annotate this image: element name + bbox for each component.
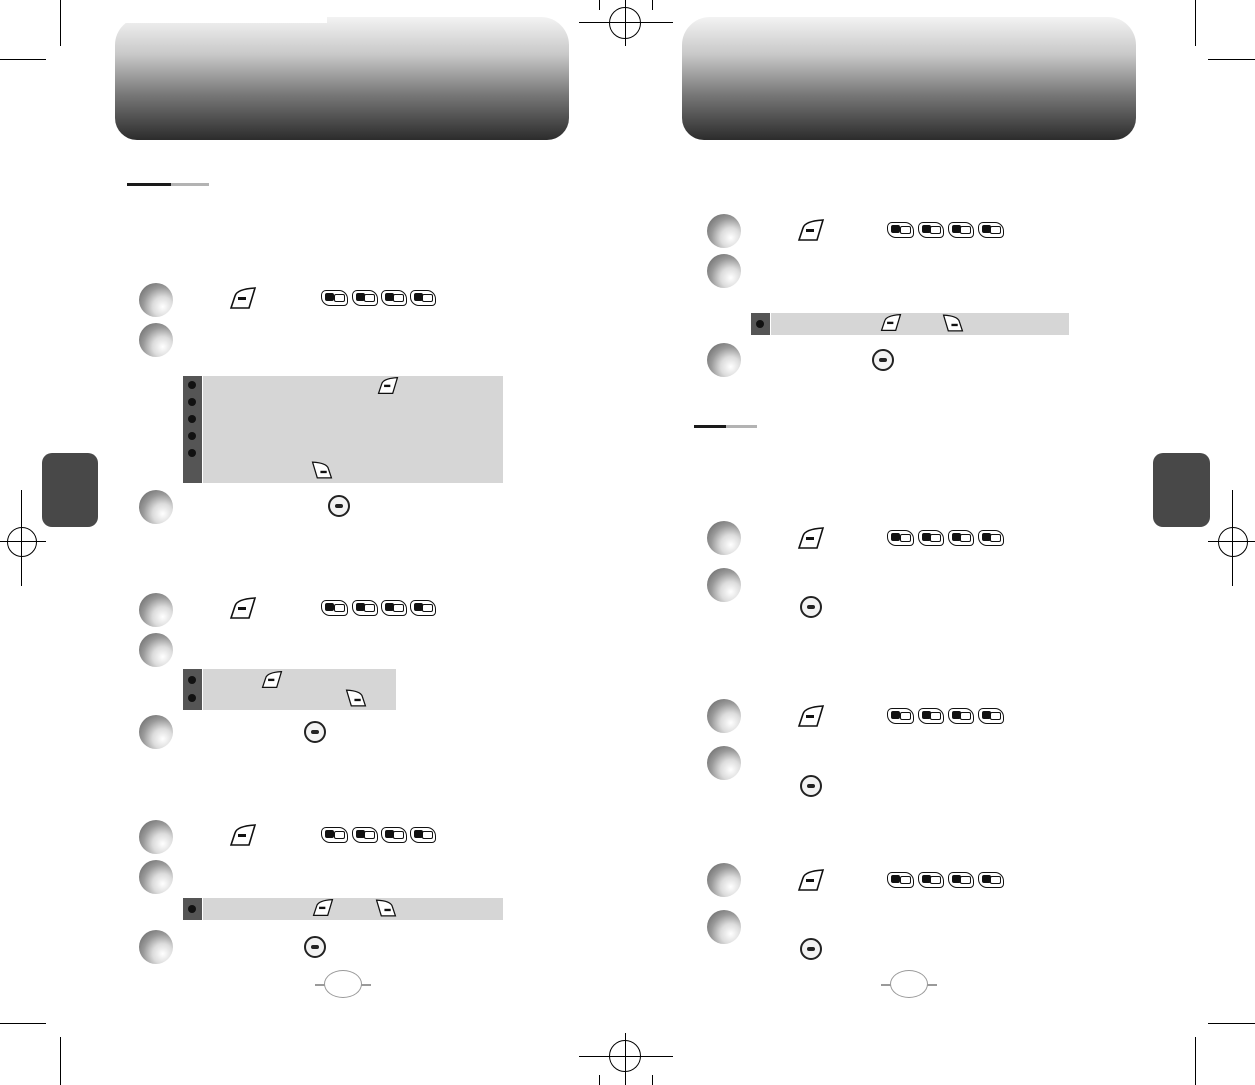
step-2-circle	[707, 746, 741, 780]
page-number	[890, 970, 928, 998]
number-key-icon	[352, 600, 378, 616]
step-2-circle	[707, 910, 741, 944]
step-1-circle	[707, 214, 741, 248]
step-2-circle	[707, 568, 741, 602]
number-key-icon	[381, 290, 407, 306]
left-softkey-icon	[229, 286, 257, 310]
left-softkey-icon	[880, 313, 902, 332]
left-header-notch	[115, 17, 327, 23]
left-softkey-icon	[797, 704, 825, 728]
number-key-icon	[321, 600, 348, 616]
right-header-band	[682, 17, 1136, 140]
section-rule	[694, 425, 726, 428]
left-softkey-icon	[229, 596, 257, 620]
note-bullet	[188, 694, 196, 702]
step-3-circle	[139, 715, 173, 749]
note-bullet	[188, 905, 196, 913]
number-key-icon	[887, 530, 914, 546]
number-key-icon	[381, 827, 407, 843]
step-1-circle	[139, 283, 173, 317]
step-1-circle	[139, 820, 173, 854]
number-key-icon	[410, 600, 436, 616]
note-box	[203, 669, 396, 710]
right-softkey-icon	[942, 313, 964, 333]
right-softkey-icon	[345, 688, 367, 708]
number-key-icon	[381, 600, 407, 616]
number-key-icon	[978, 530, 1004, 546]
ok-key-icon	[328, 495, 350, 517]
note-bullet	[188, 676, 196, 684]
number-key-icon	[948, 708, 974, 724]
note-box	[771, 313, 1069, 335]
step-3-circle	[707, 343, 741, 377]
page-number	[324, 970, 362, 998]
number-key-icon	[887, 222, 914, 238]
note-box	[203, 376, 503, 483]
section-rule-light	[171, 183, 209, 186]
step-1-circle	[707, 521, 741, 555]
left-side-tab	[42, 453, 98, 527]
step-2-circle	[139, 860, 173, 894]
step-1-circle	[707, 863, 741, 897]
section-rule-light	[726, 425, 757, 428]
number-key-icon	[978, 872, 1004, 888]
right-softkey-icon	[375, 898, 397, 918]
ok-key-icon	[304, 936, 326, 958]
note-bullet	[188, 432, 196, 440]
number-key-icon	[918, 222, 944, 238]
note-bar	[183, 376, 202, 483]
note-bullet	[188, 381, 196, 389]
step-2-circle	[139, 633, 173, 667]
ok-key-icon	[800, 775, 822, 797]
left-softkey-icon	[312, 898, 334, 917]
step-3-circle	[139, 490, 173, 524]
ok-key-icon	[304, 721, 326, 743]
number-key-icon	[321, 827, 348, 843]
ok-key-icon	[800, 938, 822, 960]
left-header-band	[115, 17, 569, 140]
step-2-circle	[707, 254, 741, 288]
left-softkey-icon	[797, 526, 825, 550]
number-key-icon	[352, 827, 378, 843]
left-softkey-icon	[377, 376, 399, 395]
number-key-icon	[321, 290, 348, 306]
step-1-circle	[707, 699, 741, 733]
number-key-icon	[918, 708, 944, 724]
number-key-icon	[887, 708, 914, 724]
number-key-icon	[948, 530, 974, 546]
number-key-icon	[918, 872, 944, 888]
note-bullet	[756, 320, 764, 328]
left-softkey-icon	[797, 868, 825, 892]
ok-key-icon	[800, 596, 822, 618]
step-2-circle	[139, 323, 173, 357]
note-bullet	[188, 398, 196, 406]
number-key-icon	[410, 827, 436, 843]
number-key-icon	[410, 290, 436, 306]
number-key-icon	[948, 222, 974, 238]
ok-key-icon	[872, 349, 894, 371]
right-side-tab	[1153, 453, 1210, 527]
number-key-icon	[887, 872, 914, 888]
number-key-icon	[352, 290, 378, 306]
right-softkey-icon	[311, 460, 333, 480]
step-1-circle	[139, 593, 173, 627]
number-key-icon	[978, 708, 1004, 724]
note-bullet	[188, 449, 196, 457]
note-box	[203, 898, 503, 920]
left-softkey-icon	[261, 670, 283, 689]
number-key-icon	[948, 872, 974, 888]
left-softkey-icon	[797, 218, 825, 242]
number-key-icon	[978, 222, 1004, 238]
left-softkey-icon	[229, 823, 257, 847]
note-bullet	[188, 415, 196, 423]
step-3-circle	[139, 930, 173, 964]
section-rule	[127, 183, 171, 186]
number-key-icon	[918, 530, 944, 546]
